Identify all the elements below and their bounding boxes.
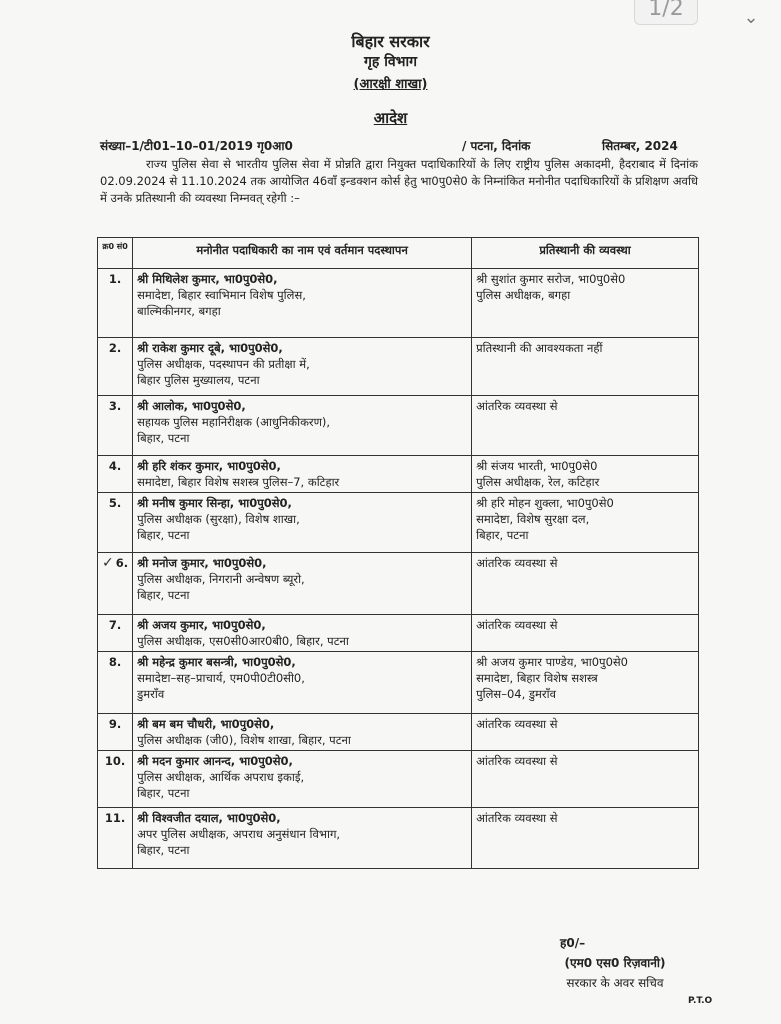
row-sn: 7. (98, 615, 133, 652)
officer-name: श्री आलोक, भा0पु0से0, (137, 399, 246, 413)
officer-name: श्री बम बम चौधरी, भा0पु0से0, (137, 717, 275, 731)
branch-title-text: (आरक्षी शाखा) (353, 77, 428, 92)
row-sn (98, 553, 133, 615)
officer-cell (133, 493, 472, 553)
officer-post-line: पुलिस अधीक्षक (जी0), विशेष शाखा, बिहार, पटना (137, 733, 351, 747)
substitute-line: आंतरिक व्यवस्था से (476, 754, 558, 768)
officer-post-line: पुलिस अधीक्षक, आर्थिक अपराध इकाई, (137, 770, 305, 784)
officer-cell (133, 714, 472, 751)
substitute-cell (472, 493, 699, 553)
signatory-name: (एम0 एस0 रिज़वानी) (564, 956, 666, 970)
header-officer: मनोनीत पदाधिकारी का नाम एवं वर्तमान पदस्थापन (133, 238, 472, 269)
row-sn: 11. (98, 808, 133, 869)
officer-post-line: बिहार, पटना (137, 431, 190, 445)
officer-post-line: पुलिस अधीक्षक, पदस्थापन की प्रतीक्षा में, (137, 357, 310, 371)
reference-month-year: सितम्बर, 2024 (602, 139, 678, 153)
table-row (98, 714, 699, 751)
substitute-cell (472, 456, 699, 493)
substitute-line: श्री अजय कुमार पाण्डेय, भा0पु0से0 (476, 655, 629, 669)
substitute-cell (472, 396, 699, 456)
reference-place-date: / पटना, दिनांक (462, 139, 531, 153)
row-sn: 1. (98, 269, 133, 338)
officer-cell (133, 338, 472, 396)
row-sn: 10. (98, 751, 133, 808)
table-row (98, 652, 699, 714)
officer-post-line: अपर पुलिस अधीक्षक, अपराध अनुसंधान विभाग, (137, 827, 341, 841)
officer-cell (133, 396, 472, 456)
row-sn: 4. (98, 456, 133, 493)
row-sn: 5. (98, 493, 133, 553)
order-title: आदेश (373, 109, 408, 127)
officer-name: श्री अजय कुमार, भा0पु0से0, (137, 618, 266, 632)
substitute-line: आंतरिक व्यवस्था से (476, 556, 558, 570)
officer-post-line: डुमराँव (137, 687, 165, 701)
officer-cell (133, 615, 472, 652)
officer-post-line: बिहार पुलिस मुख्यालय, पटना (137, 373, 260, 387)
officer-cell (133, 652, 472, 714)
header-sn: क्र0 सं0 (98, 238, 133, 269)
substitute-cell (472, 338, 699, 396)
signatory-designation: सरकार के अवर सचिव (566, 976, 664, 990)
intro-text: राज्य पुलिस सेवा से भारतीय पुलिस सेवा में प्रोन्नति द्वारा नियुक्त पदाधिकारियों के लिए राष्ट्रीय पुलिस अकादमी, हैदराबाद में दिनांक 02.09.2024 से 11.10.2024 तक आयोजित 46वाँ इन्डक्शन कोर्स हेतु भा0पु0से0 के निम्नांकित मनोनीत पदाधिकारियों के प्रशिक्षण अवधि में उनके प्रतिस्थानी की व्यवस्था निम्नवत् रहेगी :– (100, 157, 698, 205)
table-row (98, 456, 699, 493)
substitute-line: बिहार, पटना (476, 528, 529, 542)
handwritten-tick-icon: ✓ (102, 555, 114, 571)
officer-post-line: पुलिस अधीक्षक, एस0सी0आर0बी0, बिहार, पटना (137, 634, 349, 648)
substitute-line: प्रतिस्थानी की आवश्यकता नहीं (476, 341, 603, 355)
substitute-line: आंतरिक व्यवस्था से (476, 717, 558, 731)
substitute-cell (472, 615, 699, 652)
officer-cell (133, 553, 472, 615)
substitute-line: पुलिस अधीक्षक, बगहा (476, 288, 571, 302)
pto-label: P.T.O (688, 996, 713, 1006)
substitute-cell (472, 652, 699, 714)
substitute-line: श्री हरि मोहन शुक्ला, भा0पु0से0 (476, 496, 614, 510)
officer-cell (133, 751, 472, 808)
page-indicator: 1/2 (634, 0, 698, 25)
substitute-line: आंतरिक व्यवस्था से (476, 399, 558, 413)
government-title: बिहार सरकार (351, 32, 430, 51)
table-row (98, 751, 699, 808)
table-row (98, 493, 699, 553)
substitute-line: समादेष्टा, बिहार विशेष सशस्त्र (476, 671, 598, 685)
table-row (98, 269, 699, 338)
branch-title (0, 74, 781, 92)
row-sn: 9. (98, 714, 133, 751)
chevron-down-icon[interactable]: ⌄ (743, 7, 759, 28)
table-row (98, 615, 699, 652)
department-title: गृह विभाग (364, 54, 417, 70)
row-sn: 8. (98, 652, 133, 714)
substitute-line: श्री संजय भारती, भा0पु0से0 (476, 459, 598, 473)
intro-paragraph (100, 156, 698, 207)
officer-cell (133, 808, 472, 869)
officer-table (97, 237, 699, 869)
officer-cell (133, 456, 472, 493)
row-sn-text: 6. (115, 556, 129, 570)
officer-name: श्री राकेश कुमार दूबे, भा0पु0से0, (137, 341, 283, 355)
substitute-line: समादेष्टा, विशेष सुरक्षा दल, (476, 512, 590, 526)
officer-name: श्री महेन्द्र कुमार बसन्त्री, भा0पु0से0, (137, 655, 296, 669)
officer-post-line: बिहार, पटना (137, 843, 190, 857)
substitute-line: श्री सुशांत कुमार सरोज, भा0पु0से0 (476, 272, 626, 286)
table-row (98, 338, 699, 396)
signature-mark: ह0/– (560, 936, 586, 950)
substitute-line: आंतरिक व्यवस्था से (476, 811, 558, 825)
substitute-cell (472, 269, 699, 338)
officer-post-line: पुलिस अधीक्षक, निगरानी अन्वेषण ब्यूरो, (137, 572, 305, 586)
officer-post-line: बाल्मिकीनगर, बगहा (137, 304, 221, 318)
officer-post-line: बिहार, पटना (137, 528, 190, 542)
officer-post-line: पुलिस अधीक्षक (सुरक्षा), विशेष शाखा, (137, 512, 300, 526)
substitute-cell (472, 808, 699, 869)
officer-post-line: बिहार, पटना (137, 588, 190, 602)
substitute-line: पुलिस अधीक्षक, रेल, कटिहार (476, 475, 600, 489)
officer-name: श्री मदन कुमार आनन्द, भा0पु0से0, (137, 754, 293, 768)
officer-post-line: समादेष्टा, बिहार स्वाभिमान विशेष पुलिस, (137, 288, 306, 302)
officer-name: श्री मिथिलेश कुमार, भा0पु0से0, (137, 272, 278, 286)
substitute-line: आंतरिक व्यवस्था से (476, 618, 558, 632)
substitute-line: पुलिस–04, डुमराँव (476, 687, 556, 701)
officer-name: श्री हरि शंकर कुमार, भा0पु0से0, (137, 459, 281, 473)
row-sn: 2. (98, 338, 133, 396)
substitute-cell (472, 553, 699, 615)
officer-post-line: सहायक पुलिस महानिरीक्षक (आधुनिकीकरण), (137, 415, 331, 429)
officer-post-line: समादेष्टा, बिहार विशेष सशस्त्र पुलिस–7, कटिहार (137, 475, 340, 489)
table-row (98, 553, 699, 615)
officer-post-line: समादेष्टा–सह–प्राचार्य, एम0पी0टी0सी0, (137, 671, 305, 685)
substitute-cell (472, 714, 699, 751)
table-row (98, 808, 699, 869)
substitute-cell (472, 751, 699, 808)
row-sn: 3. (98, 396, 133, 456)
officer-name: श्री मनीष कुमार सिन्हा, भा0पु0से0, (137, 496, 292, 510)
officer-post-line: बिहार, पटना (137, 786, 190, 800)
table-row (98, 396, 699, 456)
officer-name: श्री विश्वजीत दयाल, भा0पु0से0, (137, 811, 281, 825)
officer-cell (133, 269, 472, 338)
officer-name: श्री मनोज कुमार, भा0पु0से0, (137, 556, 267, 570)
table-header-row (98, 238, 699, 269)
reference-number: संख्या–1/टी01–10–01/2019 गृ0आ0 (100, 139, 293, 153)
header-substitute: प्रतिस्थानी की व्यवस्था (472, 238, 699, 269)
